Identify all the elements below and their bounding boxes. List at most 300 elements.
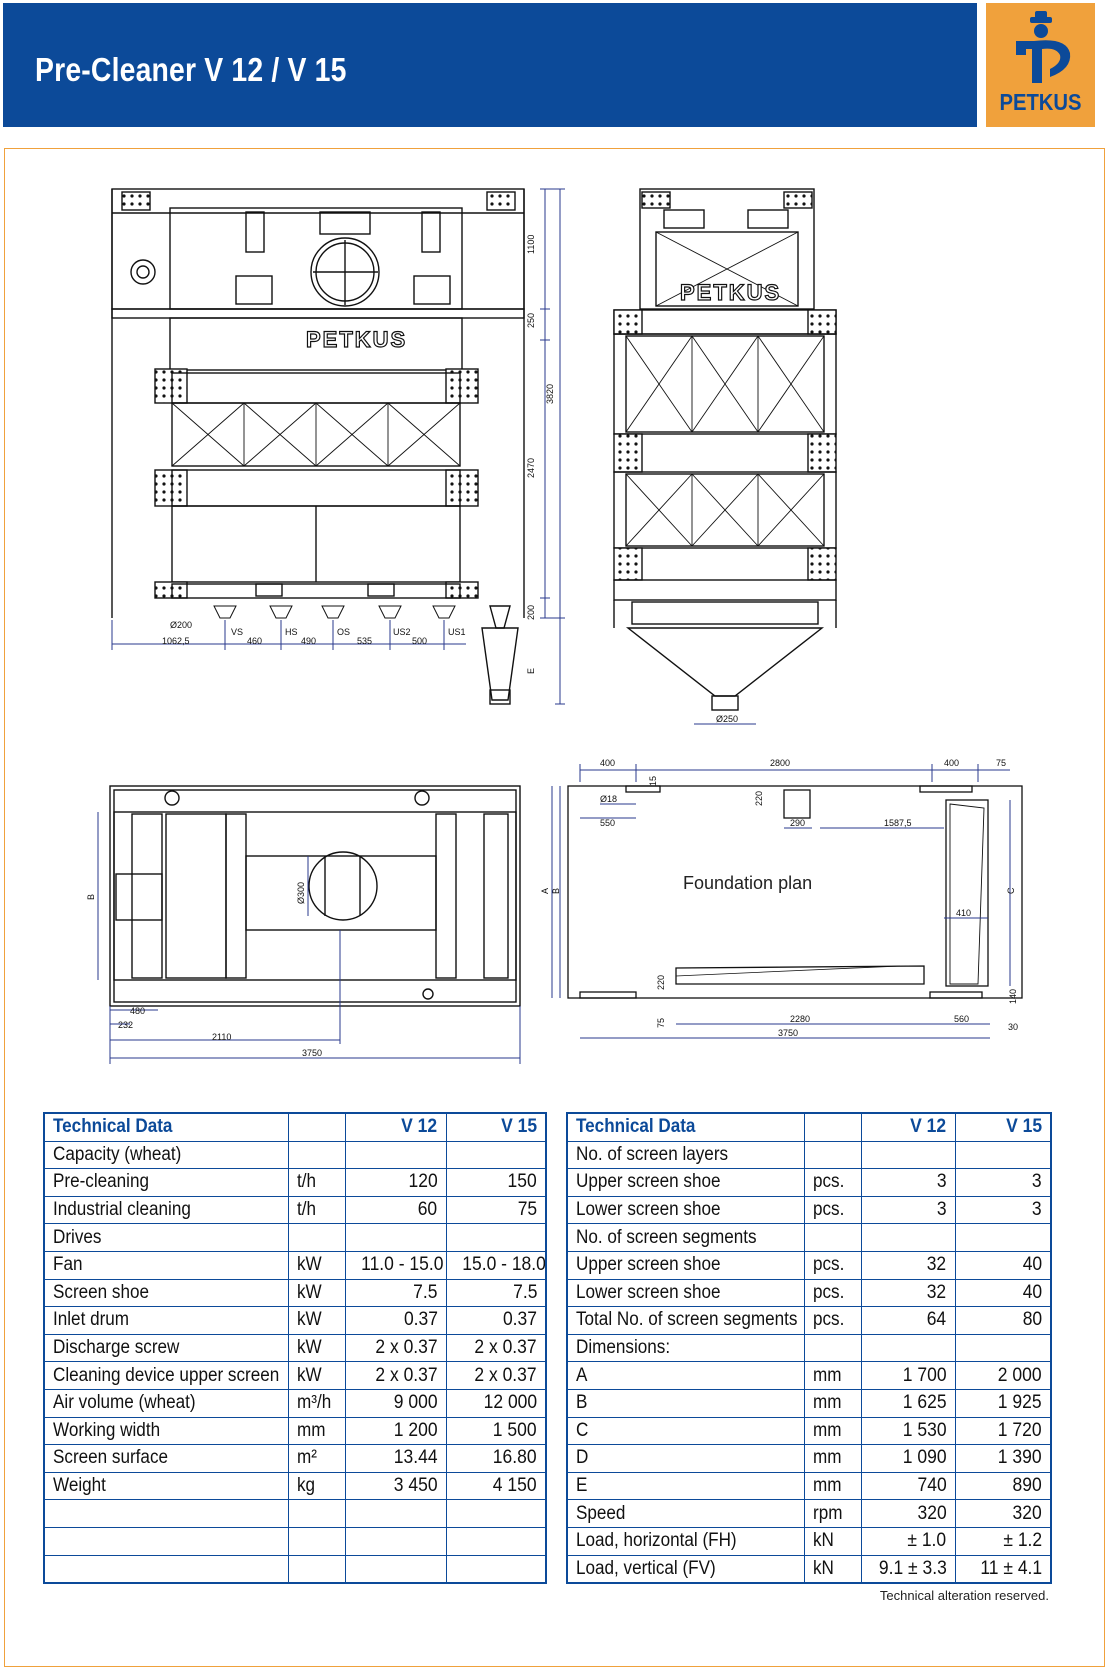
cell-text: 3 [1032, 1171, 1042, 1193]
cell-text: Total No. of screen segments [576, 1309, 798, 1331]
value-cell [345, 1417, 446, 1445]
table-row [44, 1445, 546, 1473]
parameter-cell [44, 1555, 288, 1583]
unit-cell [288, 1251, 345, 1279]
unit-cell [288, 1527, 345, 1555]
cell-text: 1 925 [998, 1392, 1042, 1414]
value-cell [955, 1362, 1051, 1390]
value-cell [955, 1334, 1051, 1362]
value-cell [861, 1334, 955, 1362]
value-cell [446, 1169, 546, 1197]
parameter-cell [44, 1389, 288, 1417]
table-row [567, 1527, 1051, 1555]
value-cell [955, 1307, 1051, 1335]
cell-text: pcs. [812, 1199, 844, 1221]
unit-cell [288, 1224, 345, 1252]
cell-text: ± 1.0 [907, 1530, 947, 1552]
value-cell [345, 1196, 446, 1224]
value-cell [955, 1527, 1051, 1555]
svg-text:75: 75 [656, 1017, 666, 1028]
table-row [44, 1307, 546, 1335]
cell-text: mm [296, 1419, 325, 1441]
value-cell [446, 1445, 546, 1473]
cell-text: 120 [408, 1171, 438, 1193]
value-cell [955, 1251, 1051, 1279]
parameter-cell [567, 1445, 804, 1473]
parameter-cell [567, 1555, 804, 1583]
unit-cell [288, 1500, 345, 1528]
table-row [567, 1251, 1051, 1279]
value-cell [955, 1500, 1051, 1528]
value-cell [955, 1389, 1051, 1417]
cell-text: mm [812, 1447, 841, 1469]
unit-cell [804, 1251, 861, 1279]
cell-text: 150 [507, 1171, 537, 1193]
unit-cell [288, 1445, 345, 1473]
svg-text:US2: US2 [393, 627, 411, 637]
table-row [44, 1555, 546, 1583]
cell-text: mm [812, 1364, 841, 1386]
cell-text: E [576, 1475, 588, 1497]
cell-text: 9.1 ± 3.3 [878, 1557, 947, 1579]
cell-text: 1 500 [493, 1419, 537, 1441]
table-row [567, 1555, 1051, 1583]
value-cell [955, 1472, 1051, 1500]
svg-text:290: 290 [790, 818, 806, 828]
unit-cell [288, 1279, 345, 1307]
table-row [567, 1307, 1051, 1335]
svg-text:550: 550 [600, 818, 616, 828]
parameter-cell [567, 1417, 804, 1445]
technical-data-table-right [566, 1112, 1052, 1584]
value-cell [446, 1527, 546, 1555]
table-row [567, 1196, 1051, 1224]
cell-text: Upper screen shoe [576, 1254, 721, 1276]
value-cell [345, 1251, 446, 1279]
value-cell [446, 1500, 546, 1528]
svg-text:232: 232 [118, 1020, 134, 1030]
cell-text: V 12 [401, 1116, 438, 1138]
cell-text: Load, horizontal (FH) [576, 1530, 737, 1552]
parameter-cell [567, 1362, 804, 1390]
cell-text: 320 [1012, 1502, 1042, 1524]
value-cell [345, 1362, 446, 1390]
cell-text: Drives [53, 1226, 102, 1248]
top-view-labels [86, 882, 322, 1058]
cell-text: 2 x 0.37 [375, 1337, 438, 1359]
value-cell [345, 1334, 446, 1362]
unit-cell [804, 1417, 861, 1445]
cell-text: Cleaning device upper screen [53, 1364, 280, 1386]
foundation-plan-dimensions [552, 764, 1010, 1038]
unit-cell [288, 1334, 345, 1362]
cell-text: 3 [936, 1171, 947, 1193]
cell-text: 1 090 [902, 1447, 947, 1469]
brand-name: PETKUS [999, 89, 1082, 115]
cell-text: 15.0 - 18.0 [461, 1254, 546, 1276]
cell-text: kW [296, 1337, 322, 1359]
header-cell [288, 1113, 345, 1141]
svg-text:Ø18: Ø18 [600, 794, 618, 804]
unit-cell [288, 1141, 345, 1169]
svg-text:2280: 2280 [790, 1014, 811, 1024]
value-cell [446, 1417, 546, 1445]
svg-text:1100: 1100 [526, 234, 536, 254]
foundation-plan-title: Foundation plan [683, 873, 813, 893]
cell-text: 64 [927, 1309, 947, 1331]
cell-text: Load, vertical (FV) [576, 1557, 716, 1579]
table-row [567, 1224, 1051, 1252]
value-cell [345, 1527, 446, 1555]
parameter-cell [44, 1445, 288, 1473]
value-cell [955, 1141, 1051, 1169]
cell-text: Technical Data [53, 1116, 173, 1138]
value-cell [345, 1555, 446, 1583]
cell-text: 3 [1032, 1199, 1042, 1221]
side-view-brand: PETKUS [680, 280, 782, 305]
svg-text:140: 140 [1008, 988, 1018, 1004]
cell-text: 1 625 [902, 1392, 947, 1414]
cell-text: 2 000 [998, 1364, 1042, 1386]
value-cell [446, 1555, 546, 1583]
table-row [44, 1389, 546, 1417]
table-row [44, 1472, 546, 1500]
cell-text: Lower screen shoe [576, 1281, 721, 1303]
cell-text: t/h [296, 1199, 316, 1221]
unit-cell [804, 1527, 861, 1555]
cell-text: kW [296, 1309, 322, 1331]
cell-text: mm [812, 1419, 841, 1441]
unit-cell [288, 1417, 345, 1445]
parameter-cell [44, 1224, 288, 1252]
cell-text: 740 [917, 1475, 947, 1497]
cell-text: B [576, 1392, 588, 1414]
value-cell [861, 1527, 955, 1555]
parameter-cell [44, 1472, 288, 1500]
header-cell [804, 1113, 861, 1141]
value-cell [446, 1279, 546, 1307]
cell-text: Screen shoe [53, 1281, 150, 1303]
table-row [44, 1500, 546, 1528]
parameter-cell [567, 1389, 804, 1417]
value-cell [446, 1362, 546, 1390]
cell-text: Dimensions: [576, 1337, 671, 1359]
cell-text: 0.37 [502, 1309, 537, 1331]
parameter-cell [567, 1169, 804, 1197]
unit-cell [804, 1445, 861, 1473]
value-cell [345, 1224, 446, 1252]
technical-data-table-left [43, 1112, 547, 1584]
svg-text:3750: 3750 [778, 1028, 799, 1038]
value-cell [861, 1417, 955, 1445]
svg-text:400: 400 [944, 758, 960, 768]
value-cell [345, 1445, 446, 1473]
cell-text: 0.37 [403, 1309, 438, 1331]
value-cell [861, 1196, 955, 1224]
front-view-brand: PETKUS [306, 327, 408, 352]
svg-text:460: 460 [247, 636, 263, 646]
parameter-cell [44, 1500, 288, 1528]
cell-text: 1 530 [902, 1419, 947, 1441]
value-cell [345, 1141, 446, 1169]
table-row [44, 1141, 546, 1169]
value-cell [861, 1307, 955, 1335]
value-cell [345, 1472, 446, 1500]
table-row [44, 1279, 546, 1307]
cell-text: kW [296, 1254, 322, 1276]
svg-text:490: 490 [301, 636, 317, 646]
cell-text: 3 [936, 1199, 947, 1221]
value-cell [861, 1141, 955, 1169]
table-row [567, 1500, 1051, 1528]
value-cell [861, 1500, 955, 1528]
cell-text: 32 [927, 1254, 947, 1276]
front-view-labels [162, 235, 555, 674]
parameter-cell [567, 1224, 804, 1252]
unit-cell [804, 1141, 861, 1169]
table-row [567, 1472, 1051, 1500]
cell-text: 11 ± 4.1 [980, 1557, 1042, 1579]
unit-cell [804, 1334, 861, 1362]
table-row [44, 1527, 546, 1555]
table-row [567, 1279, 1051, 1307]
cell-text: Working width [53, 1419, 161, 1441]
cell-text: Discharge screw [53, 1337, 180, 1359]
cell-text: kW [296, 1364, 322, 1386]
unit-cell [804, 1279, 861, 1307]
table-row [567, 1389, 1051, 1417]
cell-text: Air volume (wheat) [53, 1392, 196, 1414]
cell-text: 75 [517, 1199, 537, 1221]
table-row [44, 1169, 546, 1197]
svg-text:500: 500 [412, 636, 428, 646]
parameter-cell [44, 1417, 288, 1445]
cell-text: 1 200 [393, 1419, 438, 1441]
cell-text: 2 x 0.37 [474, 1337, 537, 1359]
parameter-cell [567, 1307, 804, 1335]
cell-text: No. of screen layers [576, 1143, 729, 1165]
svg-text:30: 30 [1008, 1022, 1019, 1032]
cell-text: Capacity (wheat) [53, 1143, 182, 1165]
svg-text:Ø200: Ø200 [170, 620, 193, 630]
unit-cell [804, 1224, 861, 1252]
cell-text: kg [296, 1475, 315, 1497]
unit-cell [288, 1472, 345, 1500]
value-cell [861, 1445, 955, 1473]
svg-text:1587,5: 1587,5 [884, 818, 912, 828]
table-row [567, 1417, 1051, 1445]
svg-text:400: 400 [600, 758, 616, 768]
cell-text: Inlet drum [53, 1309, 130, 1331]
cell-text: Upper screen shoe [576, 1171, 721, 1193]
svg-text:B: B [551, 887, 561, 894]
cell-text: D [576, 1447, 589, 1469]
unit-cell [288, 1362, 345, 1390]
value-cell [446, 1224, 546, 1252]
table-header-row [44, 1113, 546, 1141]
cell-text: 2 x 0.37 [375, 1364, 438, 1386]
value-cell [345, 1389, 446, 1417]
unit-cell [288, 1389, 345, 1417]
table-row [44, 1417, 546, 1445]
svg-text:480: 480 [130, 1006, 146, 1016]
svg-text:Ø300: Ø300 [296, 881, 306, 904]
unit-cell [288, 1169, 345, 1197]
parameter-cell [44, 1251, 288, 1279]
cell-text: 4 150 [493, 1475, 537, 1497]
table-row [567, 1169, 1051, 1197]
value-cell [446, 1251, 546, 1279]
cell-text: rpm [812, 1502, 842, 1524]
value-cell [446, 1334, 546, 1362]
cell-text: V 15 [1006, 1116, 1042, 1138]
svg-text:15: 15 [648, 775, 658, 786]
cell-text: t/h [296, 1171, 316, 1193]
value-cell [955, 1279, 1051, 1307]
table-row [567, 1362, 1051, 1390]
svg-text:E: E [526, 667, 536, 674]
value-cell [345, 1500, 446, 1528]
table-row [44, 1334, 546, 1362]
svg-text:US1: US1 [448, 627, 466, 637]
table-row [44, 1362, 546, 1390]
cell-text: pcs. [812, 1281, 844, 1303]
footer-note: Technical alteration reserved. [879, 1588, 1049, 1603]
cell-text: 1 700 [902, 1364, 947, 1386]
unit-cell [804, 1362, 861, 1390]
top-view-drawing [110, 786, 520, 1006]
unit-cell [804, 1472, 861, 1500]
cell-text: mm [812, 1392, 841, 1414]
header-cell [955, 1113, 1051, 1141]
table-row [567, 1334, 1051, 1362]
value-cell [861, 1279, 955, 1307]
parameter-cell [44, 1307, 288, 1335]
header-cell [567, 1113, 804, 1141]
cell-text: 1 720 [998, 1419, 1042, 1441]
svg-text:2800: 2800 [770, 758, 791, 768]
value-cell [446, 1307, 546, 1335]
parameter-cell [567, 1279, 804, 1307]
header-cell [446, 1113, 546, 1141]
unit-cell [804, 1389, 861, 1417]
table-row [567, 1445, 1051, 1473]
cell-text: A [576, 1364, 588, 1386]
cell-text: 40 [1022, 1281, 1042, 1303]
cell-text: Pre-cleaning [53, 1171, 150, 1193]
value-cell [446, 1141, 546, 1169]
value-cell [955, 1555, 1051, 1583]
value-cell [861, 1362, 955, 1390]
cell-text: 7.5 [413, 1281, 438, 1303]
cell-text: pcs. [812, 1254, 844, 1276]
value-cell [955, 1224, 1051, 1252]
cell-text: 890 [1012, 1475, 1042, 1497]
unit-cell [288, 1555, 345, 1583]
value-cell [446, 1196, 546, 1224]
unit-cell [804, 1500, 861, 1528]
side-view-drawing [614, 189, 836, 710]
cell-text: 2 x 0.37 [474, 1364, 537, 1386]
value-cell [861, 1169, 955, 1197]
table-row [44, 1251, 546, 1279]
parameter-cell [567, 1500, 804, 1528]
cell-text: 60 [418, 1199, 438, 1221]
cell-text: 32 [927, 1281, 947, 1303]
cell-text: 13.44 [393, 1447, 438, 1469]
parameter-cell [567, 1472, 804, 1500]
svg-text:A: A [540, 887, 550, 894]
cell-text: 40 [1022, 1254, 1042, 1276]
parameter-cell [44, 1334, 288, 1362]
unit-cell [804, 1307, 861, 1335]
svg-text:220: 220 [656, 974, 666, 990]
header-cell [345, 1113, 446, 1141]
page-title: Pre-Cleaner V 12 / V 15 [35, 51, 347, 88]
cell-text: pcs. [812, 1309, 844, 1331]
unit-cell [804, 1555, 861, 1583]
value-cell [345, 1307, 446, 1335]
parameter-cell [567, 1334, 804, 1362]
header-cell [44, 1113, 288, 1141]
cell-text: 9 000 [393, 1392, 438, 1414]
cell-text: ± 1.2 [1003, 1530, 1042, 1552]
parameter-cell [567, 1196, 804, 1224]
value-cell [955, 1196, 1051, 1224]
cell-text: Technical Data [576, 1116, 696, 1138]
value-cell [861, 1224, 955, 1252]
side-view-dia: Ø250 [716, 714, 739, 724]
svg-text:200: 200 [526, 604, 536, 620]
cell-text: kN [812, 1530, 834, 1552]
cell-text: 320 [917, 1502, 947, 1524]
value-cell [861, 1472, 955, 1500]
cell-text: pcs. [812, 1171, 844, 1193]
unit-cell [804, 1196, 861, 1224]
parameter-cell [567, 1251, 804, 1279]
cell-text: 11.0 - 15.0 [360, 1254, 443, 1276]
parameter-cell [44, 1279, 288, 1307]
table-row [567, 1141, 1051, 1169]
cell-text: 12 000 [483, 1392, 537, 1414]
value-cell [861, 1389, 955, 1417]
svg-text:HS: HS [285, 627, 298, 637]
value-cell [955, 1169, 1051, 1197]
svg-text:2470: 2470 [526, 457, 536, 478]
cell-text: 80 [1022, 1309, 1042, 1331]
cell-text: Fan [53, 1254, 83, 1276]
svg-text:VS: VS [231, 627, 244, 637]
cell-text: Speed [576, 1502, 626, 1524]
cell-text: Screen surface [53, 1447, 169, 1469]
table-row [44, 1224, 546, 1252]
header-cell [861, 1113, 955, 1141]
unit-cell [804, 1169, 861, 1197]
cell-text: m² [296, 1447, 317, 1469]
svg-text:560: 560 [954, 1014, 970, 1024]
parameter-cell [44, 1141, 288, 1169]
svg-text:C: C [1006, 887, 1016, 894]
svg-text:250: 250 [526, 312, 536, 328]
svg-text:B: B [86, 893, 96, 900]
cell-text: V 15 [501, 1116, 537, 1138]
value-cell [345, 1279, 446, 1307]
parameter-cell [44, 1196, 288, 1224]
svg-text:OS: OS [337, 627, 351, 637]
unit-cell [288, 1196, 345, 1224]
cell-text: kW [296, 1281, 322, 1303]
cell-text: C [576, 1419, 589, 1441]
